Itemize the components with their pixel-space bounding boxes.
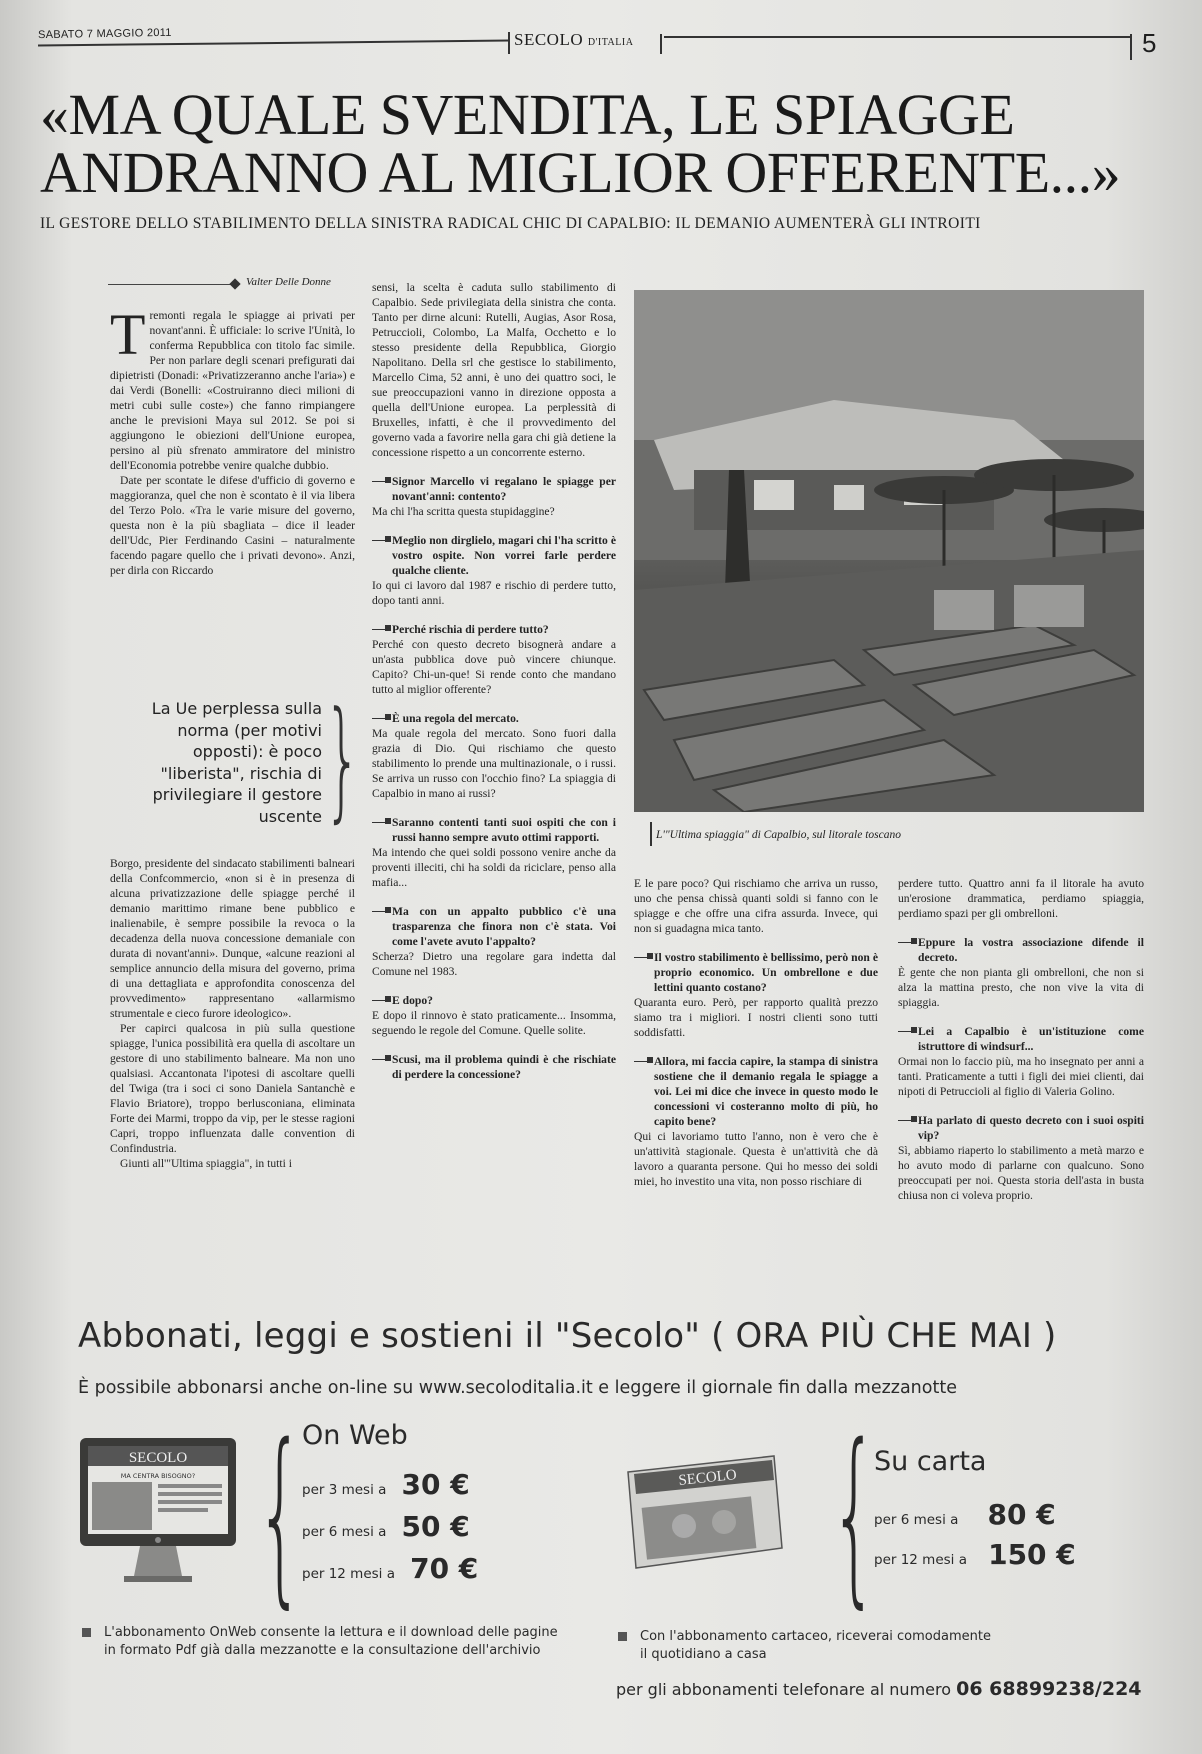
paragraph: Per capirci qualcosa in più sulla questione spiagge, l'unica possibilità era quella di ascoltare un gestore di uno stabilimento balneare. Ma non uno qualsiasi. Accantonata l'ipotesi di ascoltare quelli del Twiga (tra i soci ci sono Daniela Santanchè e Flavio Briatore), troppo berlusconiana, eliminata Forte dei Marmi, troppo da vip, per le stesse ragioni Capri, troppo influenzata dalle convention di Confindustria. [110,1022,355,1155]
web-note-line-2: in formato Pdf già dalla mezzanotte e la consultazione dell'archivio [104,1643,541,1658]
beach-photo [634,290,1144,812]
interview-question: Allora, mi faccia capire, la stampa di sinistra sostiene che il demanio regala le spiagge a voi. Lei mi dice che invece in questo modo le concessioni vi costeranno molto di più, ho capito bene? [634,1054,878,1129]
byline: Valter Delle Donne [246,276,331,288]
price-value: 80 € [987,1498,1056,1531]
interview-answer: Sì, abbiamo riaperto lo stabilimento a metà marzo e ho avuto modo di parlarne con qualcuno. Sono preoccupati per noi. Questa storia dell'asta in busta chiusa non ci voleva proprio. [898,1144,1144,1202]
monitor-icon [78,1436,238,1586]
issue-date: SABATO 7 MAGGIO 2011 [37,26,172,42]
interview-question: Ma con un appalto pubblico c'è una trasparenza che finora non c'è stata. Voi come l'avete avuto l'appalto? [372,904,616,949]
interview-answer: Ma chi l'ha scritta questa stupidaggine? [372,505,555,518]
web-price-row [302,1468,470,1501]
phone-number: 06 68899238/224 [956,1678,1142,1700]
phone-text: per gli abbonamenti telefonare al numero [616,1680,952,1699]
paragraph-text: remonti regala le spiagge ai privati per novant'anni. È ufficiale: lo scrive l'Unità, lo conferma Repubblica con titolo fac simile. Per non parlare degli scenari prefigurati dai dipietristi (Donadi: «Privatizzeranno anche l'aria») e dai Verdi (Bonelli: «Costruiranno dieci milioni di metri cubi sulle coste») che fanno rimpiangere anche le previsioni Maya sul 2012. Se poi si aggiungono le obiezioni dell'Unione europea, persino al più sfrenato ammiratore del ministro dell'Economia potrebbe venire qualche dubbio. [110,309,355,472]
interview-question: Signor Marcello vi regalano le spiagge per novant'anni: contento? [372,474,616,504]
web-note-line-1: L'abbonamento OnWeb consente la lettura e il download delle pagine [104,1625,558,1640]
paper-note-line-1: Con l'abbonamento cartaceo, riceverai comodamente [640,1629,991,1644]
price-label: per 6 mesi a [302,1524,387,1540]
paper-price-row [874,1538,1076,1571]
paragraph [110,302,355,473]
paper-note [618,1628,991,1664]
column-1-top [110,302,355,578]
price-label: per 6 mesi a [874,1512,959,1528]
monitor-logo: SECOLO [128,1450,188,1466]
masthead-divider [508,32,510,54]
masthead-rule [664,36,1130,38]
paper-plan-title: Su carta [874,1446,987,1477]
interview-question: Meglio non dirglielo, magari chi l'ha scritto è vostro ospite. Non vorrei farle perdere qualche cliente. [372,533,616,578]
paragraph: sensi, la scelta è caduta sullo stabilimento di Capalbio. Sede privilegiata della sinistra che conta. Tanto per dirne alcuni: Rutelli, Augias, Asor Rosa, Petruccioli, Colombo, La Malfa, Occhetto e lo stesso presidente della Repubblica, Giorgio Napolitano. Della srl che gestisce lo stabilimento, Marcello Cima, 52 anni, è uno dei quattro soci, le sue preoccupazioni vanno in direzione opposta a quella dell'Unione europea. La perplessità di Bruxelles, infatti, è che il provvedimento del governo vada a favorire nella gara chi già detiene la concessione rispetto a un concorrente esterno. [372,281,616,459]
paragraph: Borgo, presidente del sindacato stabilimenti balneari della Confcommercio, «non si è in presenza di alcuna privatizzazione delle spiagge perché il demanio marittimo rimane bene pubblico e inalienabile, è sempre possibile la revoca o la decadenza della nuova concessione demaniale con durata di novant'anni». Dunque, «alcune reazioni al semplice annuncio della misura del governo, prima di una dettagliata e approfondita conoscenza del provvedimento» rappresentano «allarmismo strumentale e cieco furore ideologico». [110,857,355,1020]
price-label: per 12 mesi a [874,1552,967,1568]
phone-line [616,1678,1142,1700]
interview-answer: Scherza? Dietro una regolare gara indetta dal Comune nel 1983. [372,950,616,978]
interview-question: Scusi, ma il problema quindi è che rischiate di perdere la concessione? [372,1052,616,1082]
paper-name-suffix: D'ITALIA [587,37,634,48]
interview-question: E dopo? [372,993,616,1008]
paragraph: Giunti all'"Ultima spiaggia", in tutti i [120,1157,292,1170]
interview-answer: Perché con questo decreto bisognerà andare a un'asta pubblica dove può vincere chiunque. Capito? Chi-un-que! Si rende conto che mandano tutto al miglior offerente? [372,638,616,696]
interview-question: Il vostro stabilimento è bellissimo, però non è proprio economico. Un ombrellone e due lettini quanto costano? [634,950,878,995]
interview-question: Saranno contenti tanti suoi ospiti che con i russi hanno sempre avuto ottimi rapporti. [372,815,616,845]
interview-question: Eppure la vostra associazione difende il decreto. [898,935,1144,965]
pull-quote: La Ue perplessa sulla norma (per motivi opposti): è poco "liberista", rischia di privilegiare il gestore uscente [151,699,322,826]
price-value: 30 € [401,1468,470,1501]
interview-answer: perdere tutto. Quattro anni fa il litorale ha avuto un'erosione drammatica, perdiamo spiaggia, perdiamo spazi per gli ombrelloni. [898,877,1144,920]
article-headline [40,82,1160,205]
web-price-row [302,1552,478,1585]
column-2 [372,280,616,1082]
column-4 [898,876,1144,1203]
interview-answer: Io qui ci lavoro dal 1987 e rischio di perdere tutto, dopo tanti anni. [372,579,616,607]
price-label: per 12 mesi a [302,1566,395,1582]
masthead [38,22,1158,62]
pull-quote-brace-icon: } [324,683,362,835]
byline-rule [108,284,236,285]
interview-answer: Qui ci lavoriamo tutto l'anno, non è vero che è un'attività stagionale. Questa è un'attività che dà lavoro a quaranta persone. Qui ho messo dei soldi miei, ho investito una vita, non posso rischiare di [634,1130,878,1188]
interview-answer: È gente che non pianta gli ombrelloni, che non si alza la mattina presto, che non vive la vita di spiaggia. [898,966,1144,1009]
article-subhead: IL GESTORE DELLO STABILIMENTO DELLA SINISTRA RADICAL CHIC DI CAPALBIO: IL DEMANIO AUMENTERÀ GLI INTROITI [40,215,981,232]
paper-name [514,30,633,50]
paper-brace-icon: { [830,1404,879,1625]
price-label: per 3 mesi a [302,1482,387,1498]
price-value: 50 € [401,1510,470,1543]
interview-answer: E le pare poco? Qui rischiamo che arriva un russo, uno che pensa chissà quanti soldi si fanno con le spiagge e che offre una cifra assurda. Invece, qui non si guadagna mica tanto. [634,877,878,935]
page-number: 5 [1142,28,1157,58]
byline-diamond-icon [229,278,240,289]
paragraph: Date per scontate le difese d'ufficio di governo e maggioranza, quel che non è scontato è il via libera del Terzo Polo. «Tra le varie misure del governo, questa non è la più sbagliata – dice il leader dell'Udc, Pier Ferdinando Casini – naturalmente facendo pagare quello che i privati devono». Anzi, per dirla con Riccardo [110,474,355,577]
paper-price-row [874,1498,1056,1531]
ad-subtitle: È possibile abbonarsi anche on-line su www.secoloditalia.it e leggere il giornale fin dalla mezzanotte [78,1378,957,1398]
monitor-headline: MA CENTRA BISOGNO? [120,1472,196,1480]
newspaper-logo: SECOLO [677,1467,738,1490]
masthead-divider [1130,34,1132,60]
subscription-ad [34,1302,1164,1722]
column-1-bottom [110,856,355,1171]
price-value: 70 € [410,1552,479,1585]
interview-question: Lei a Capalbio è un'istituzione come istruttore di windsurf... [898,1024,1144,1054]
masthead-divider [660,34,662,54]
paper-note-line-2: il quotidiano a casa [640,1647,767,1662]
photo-caption: L'"Ultima spiaggia" di Capalbio, sul litorale toscano [656,829,902,841]
masthead-rule [38,40,510,47]
price-value: 150 € [988,1538,1076,1571]
interview-question: È una regola del mercato. [372,711,616,726]
interview-question: Perché rischia di perdere tutto? [372,622,616,637]
interview-question: Ha parlato di questo decreto con i suoi ospiti vip? [898,1113,1144,1143]
interview-answer: Ma intendo che quei soldi possono venire anche da proventi illeciti, chi ha soldi da riciclare, penso alla mafia... [372,846,616,889]
headline-line-1: «MA QUALE SVENDITA, LE SPIAGGE [40,82,1015,147]
column-3 [634,876,878,1189]
web-brace-icon: { [256,1404,305,1625]
interview-answer: Ma quale regola del mercato. Sono fuori dalla grazia di Dio. Qui rischiamo che questo stabilimento lo prende una multinazionale, o i russi. Se arriva un russo con l'occhio fino? La spiaggia di Capalbio in mano ai russi? [372,727,616,800]
paper-name-main: SECOLO [514,30,584,49]
newspaper-icon [624,1452,784,1572]
interview-answer: Quaranta euro. Però, per rapporto qualità prezzo siamo tra i migliori. I nostri clienti sono tutti soddisfatti. [634,996,878,1039]
beach-photo-illustration [634,290,1144,812]
caption-bar [650,822,652,846]
drop-cap: T [110,302,146,367]
interview-answer: E dopo il rinnovo è stato praticamente... Insomma, seguendo le regole del Comune. Quelle solite. [372,1009,616,1037]
ad-title: Abbonati, leggi e sostieni il "Secolo" ( ORA PIÙ CHE MAI ) [78,1316,1057,1356]
web-price-row [302,1510,470,1543]
interview-answer: Ormai non lo faccio più, ma ho insegnato per anni a tanti. Praticamente a tutti i figli dei miei clienti, dai nipoti di Petruccioli al figlio di Valeria Golino. [898,1055,1144,1098]
web-note [82,1624,558,1660]
headline-line-2: ANDRANNO AL MIGLIOR OFFERENTE...» [40,140,1121,205]
web-plan-title: On Web [302,1420,408,1451]
